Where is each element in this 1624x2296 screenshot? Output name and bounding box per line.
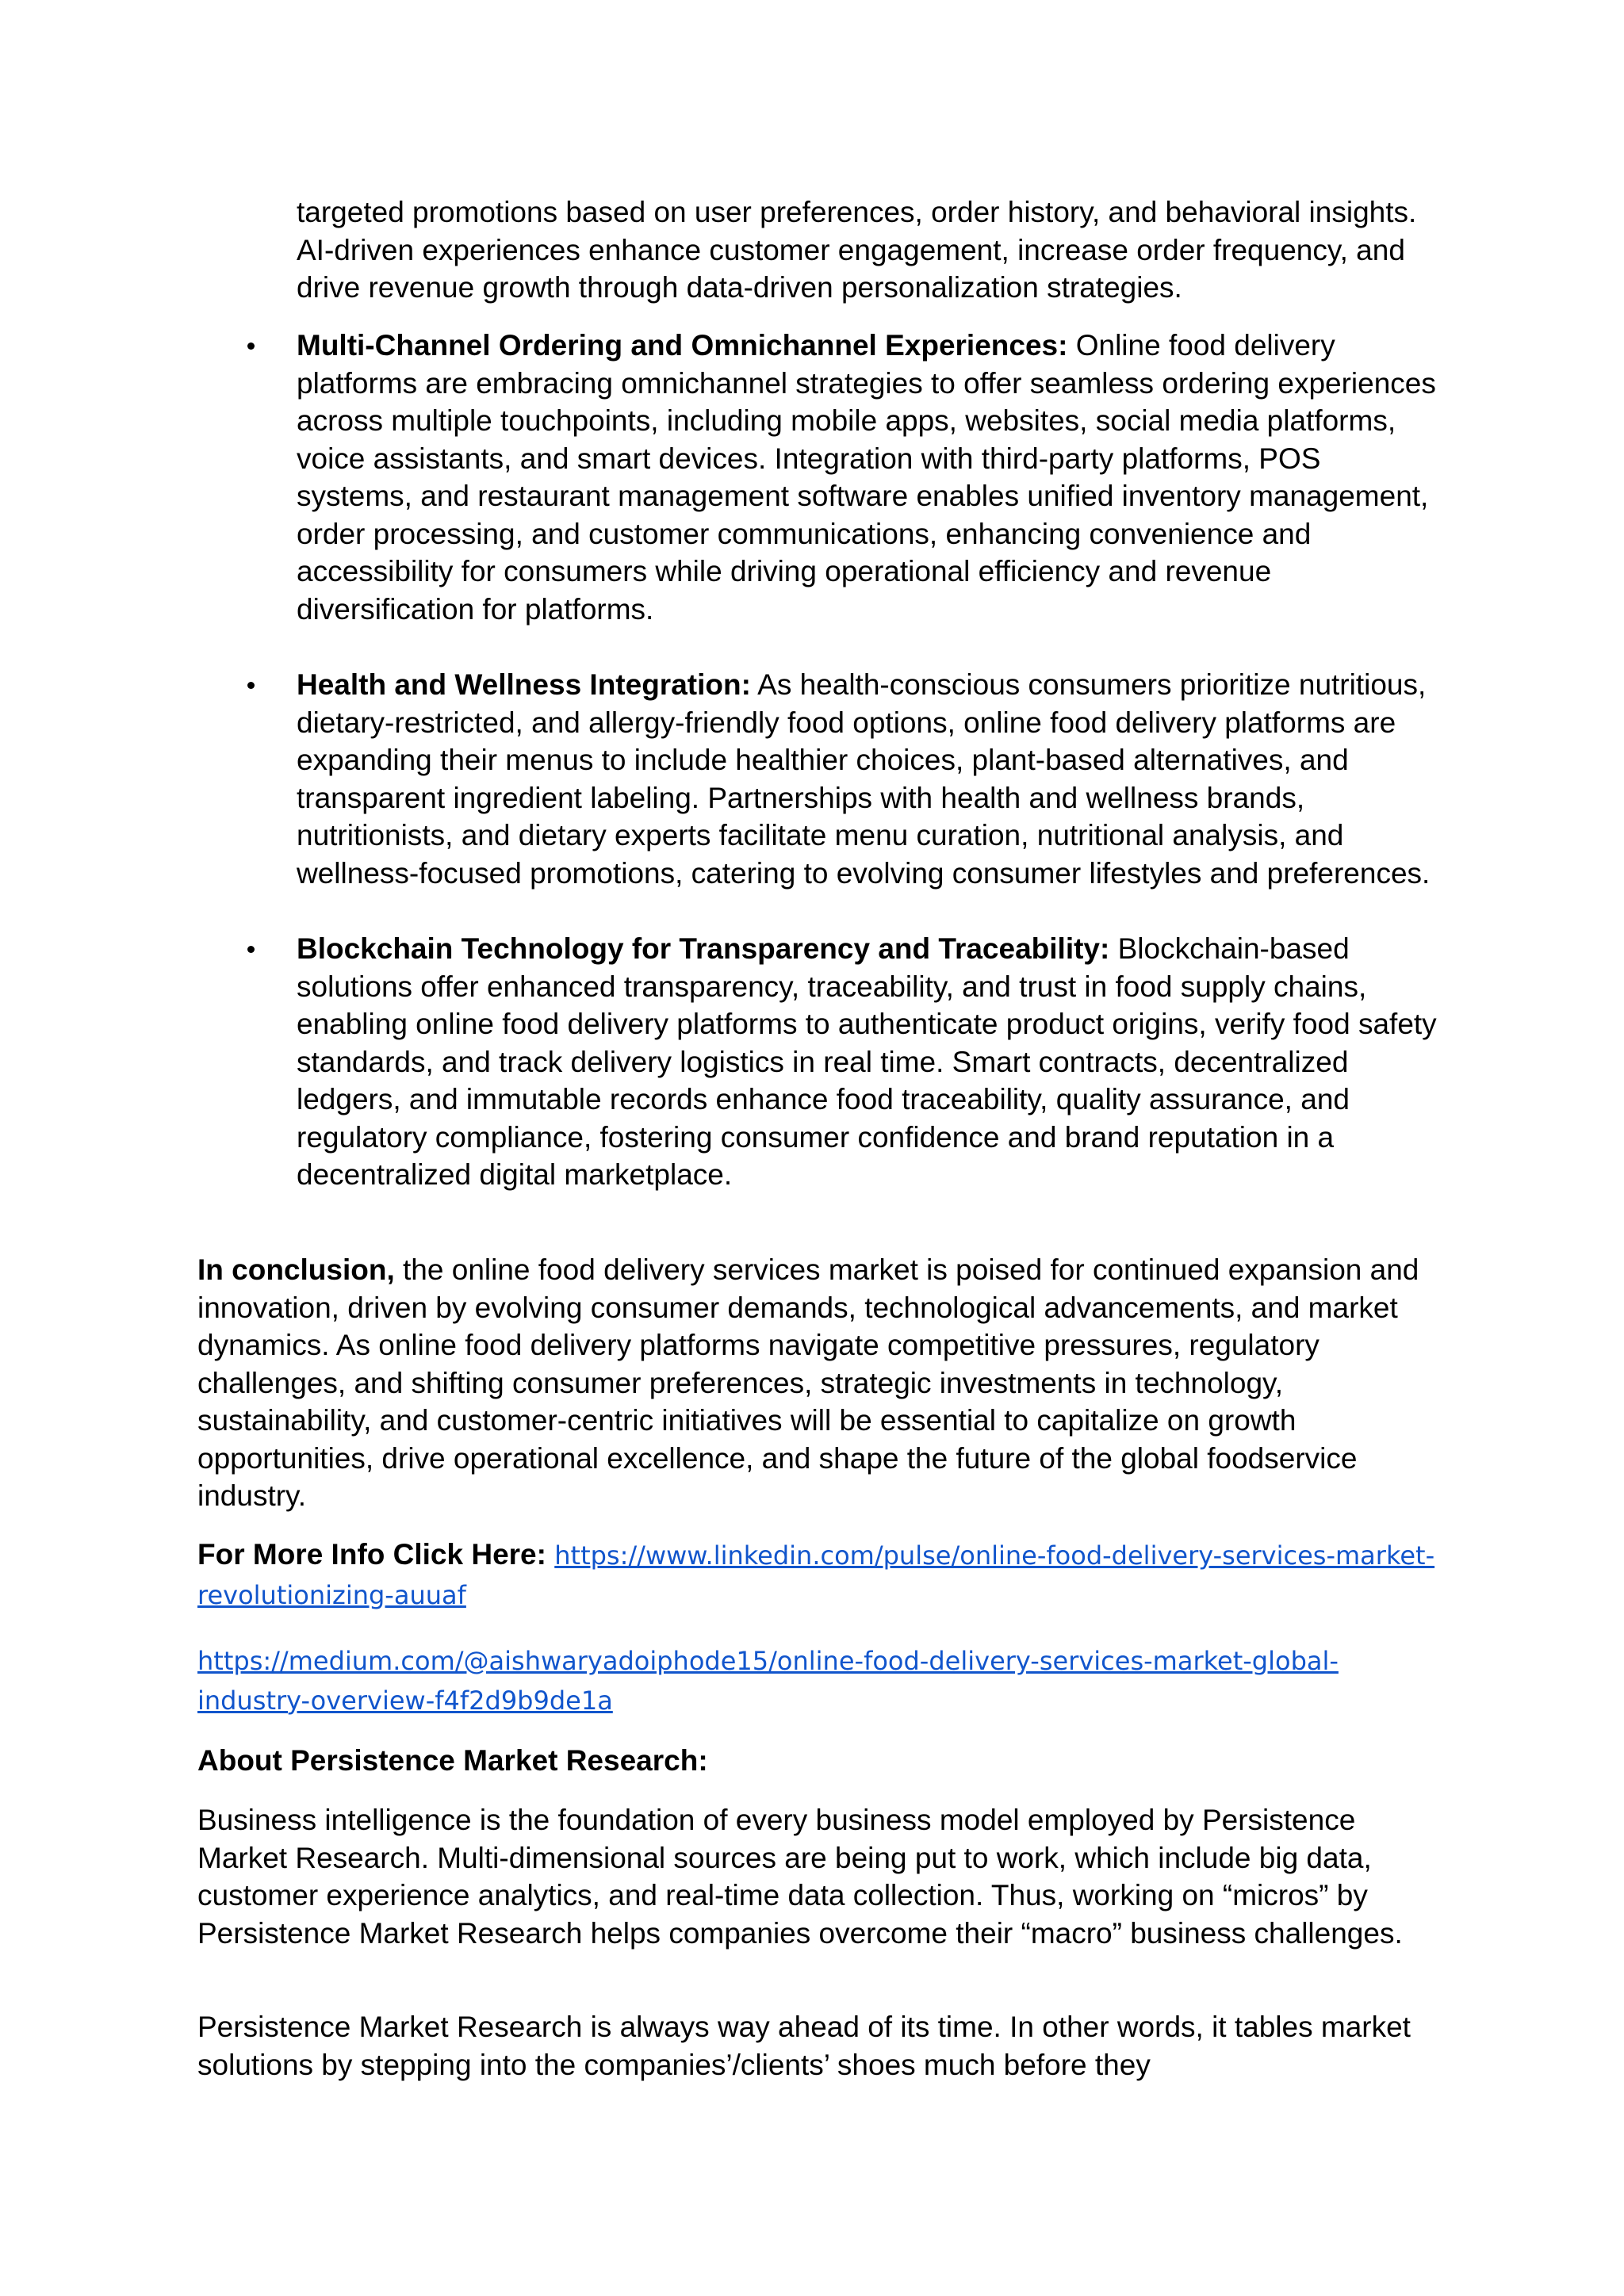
list-item bbox=[238, 930, 1443, 1194]
bullet-title: Multi-Channel Ordering and Omnichannel Experiences: bbox=[297, 329, 1068, 362]
about-heading: About Persistence Market Research: bbox=[197, 1744, 708, 1777]
continuation-paragraph: targeted promotions based on user preferences, order history, and behavioral insights. AI-driven experiences enhance customer engagement, increase order frequency, and drive revenue growth through data-driven personalization strategies. bbox=[297, 196, 1417, 304]
conclusion-lead: In conclusion, bbox=[197, 1253, 395, 1286]
bullet-title: Blockchain Technology for Transparency and Traceability: bbox=[297, 932, 1110, 965]
about-paragraph-2: Persistence Market Research is always way ahead of its time. In other words, it tables market solutions by stepping into the companies’/clients’ shoes much before they bbox=[197, 2011, 1411, 2081]
conclusion-paragraph bbox=[197, 1251, 1442, 1515]
bullet-icon bbox=[247, 342, 255, 350]
medium-link-paragraph bbox=[197, 1641, 1442, 1720]
about-paragraph-1: Business intelligence is the foundation of every business model employed by Persistence Market Research. Multi-dimensional sources are being put to work, which include big data, customer experience analytics, and real-time data collection. Thus, working on “micros” by Persistence Market Research helps companies overcome their “macro” business challenges. bbox=[197, 1804, 1403, 1950]
bullet-icon bbox=[247, 946, 255, 953]
more-info-paragraph bbox=[197, 1536, 1442, 1614]
conclusion-text: the online food delivery services market is poised for continued expansion and innovation, driven by evolving consumer demands, technological advancements, and market dynamics. As online food delivery platforms navigate competitive pressures, regulatory challenges, and shifting consumer preferences, strategic investments in technology, sustainability, and customer-centric initiatives will be essential to capitalize on growth opportunities, drive operational excellence, and shape the future of the global foodservice industry. bbox=[197, 1253, 1419, 1512]
bullet-text: Online food delivery platforms are embracing omnichannel strategies to offer seamless ordering experiences across multiple touchpoints, including mobile apps, websites, social media platforms, voice assistants, and smart devices. Integration with third-party platforms, POS systems, and restaurant management software enables unified inventory management, order processing, and customer communications, enhancing convenience and accessibility for consumers while driving operational efficiency and revenue diversification for platforms. bbox=[297, 329, 1436, 626]
list-item bbox=[238, 666, 1443, 892]
bullet-text: As health-conscious consumers prioritize nutritious, dietary-restricted, and allergy-friendly food options, online food delivery platforms are expanding their menus to include healthier choices, plant-based alternatives, and transparent ingredient labeling. Partnerships with health and wellness brands, nutritionists, and dietary experts facilitate menu curation, nutritional analysis, and wellness-focused promotions, catering to evolving consumer lifestyles and preferences. bbox=[297, 668, 1431, 890]
trend-bullet-list bbox=[238, 327, 1443, 1232]
bullet-icon bbox=[247, 682, 255, 689]
more-info-label: For More Info Click Here: bbox=[197, 1538, 546, 1571]
medium-link[interactable]: https://medium.com/@aishwaryadoiphode15/online-food-delivery-services-market-global-industry-overview-f4f2d9b9de1a bbox=[197, 1646, 1339, 1716]
linkedin-link[interactable]: https://www.linkedin.com/pulse/online-food-delivery-services-market-revolutionizing-auuaf bbox=[197, 1540, 1435, 1610]
list-item bbox=[238, 327, 1443, 628]
bullet-title: Health and Wellness Integration: bbox=[297, 668, 751, 701]
bullet-text: Blockchain-based solutions offer enhanced transparency, traceability, and trust in food supply chains, enabling online food delivery platforms to authenticate product origins, verify food safety standards, and track delivery logistics in real time. Smart contracts, decentralized ledgers, and immutable records enhance food traceability, quality assurance, and regulatory compliance, fostering consumer confidence and brand reputation in a decentralized digital marketplace. bbox=[297, 932, 1437, 1191]
